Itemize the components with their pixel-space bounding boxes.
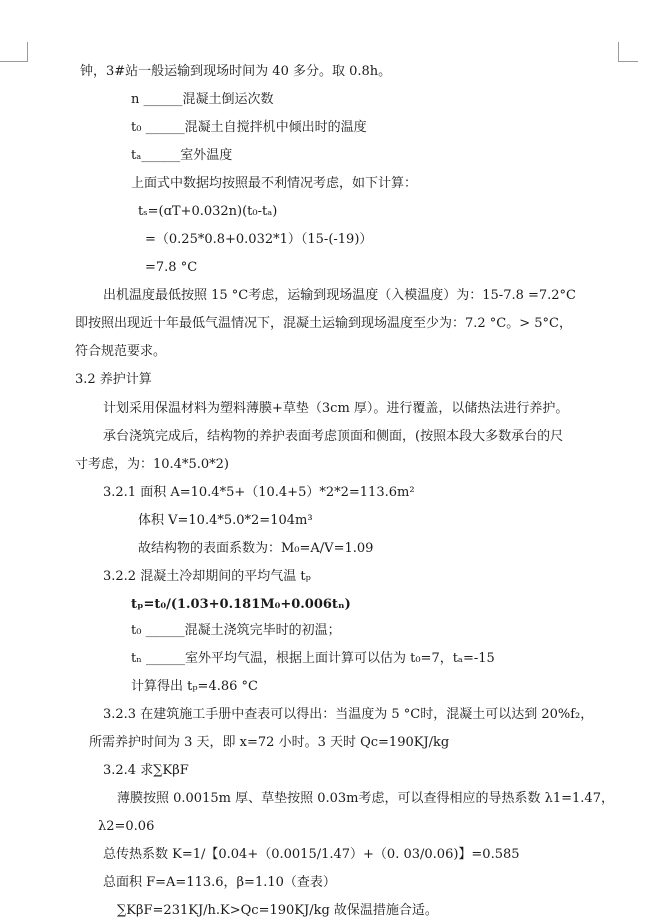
def-tn: tₙ ______室外平均气温，根据上面计算可以估为 t₀=7，tₐ=-15 xyxy=(131,651,495,666)
paragraph-transport-time: 钟，3#站一般运输到现场时间为 40 多分。取 0.8h。 xyxy=(80,64,392,79)
paragraph-curing-surface: 承台浇筑完成后，结构物的养护表面考虑顶面和侧面，(按照本段大多数承台的尺 xyxy=(103,429,564,444)
def-t0-pour: t₀ ______混凝土浇筑完毕时的初温； xyxy=(131,623,341,638)
formula-substitution: =（0.25*0.8+0.032*1）（15-(-19)） xyxy=(145,232,373,247)
formula-ts: tₛ=(ɑT+0.032n)(t₀-tₐ) xyxy=(138,204,278,219)
paragraph-conductivity: 薄膜按照 0.0015m 厚、草垫按照 0.03m考虑，可以查得相应的导热系数 λ1=1.47， xyxy=(117,791,614,806)
formula-result: =7.8 °C xyxy=(145,260,198,275)
paragraph-outlet-temp: 出机温度最低按照 15 °C考虑，运输到现场温度（入模温度）为：15-7.8 =7.2°C xyxy=(103,288,577,303)
crop-mark-top-left xyxy=(0,42,28,62)
formula-tp: tₚ=t₀/(1.03+0.181M₀+0.006tₙ) xyxy=(131,597,351,612)
paragraph-conductivity-cont: λ2=0.06 xyxy=(98,819,155,834)
item-surface-coefficient: 故结构物的表面系数为：M₀=A/V=1.09 xyxy=(138,541,374,556)
paragraph-curing-surface-cont: 寸考虑，为：10.4*5.0*2) xyxy=(75,457,229,472)
section-heading-3-2: 3.2 养护计算 xyxy=(75,372,152,387)
paragraph-curing-plan: 计划采用保温材料为塑料薄膜+草垫（3cm 厚）。进行覆盖，以储热法进行养护。 xyxy=(103,401,569,416)
paragraph-compliance: 符合规范要求。 xyxy=(75,344,167,359)
item-3-2-4-heading: 3.2.4 求∑KβF xyxy=(103,763,189,778)
item-3-2-2-heading: 3.2.2 混凝土冷却期间的平均气温 tₚ xyxy=(103,569,311,584)
def-ta: tₐ______室外温度 xyxy=(131,148,233,163)
item-3-2-1-area: 3.2.1 面积 A=10.4*5+（10.4+5）*2*2=113.6m² xyxy=(103,485,415,500)
formula-conclusion: ∑KβF=231KJ/h.K>Qc=190KJ/kg 故保温措施合适。 xyxy=(117,903,438,918)
item-volume: 体积 V=10.4*5.0*2=104m³ xyxy=(138,513,313,528)
def-t0: t₀ ______混凝土自搅拌机中倾出时的温度 xyxy=(131,120,367,135)
result-tp: 计算得出 tₚ=4.86 °C xyxy=(131,679,258,694)
def-n: n ______混凝土倒运次数 xyxy=(131,92,274,107)
formula-total-k: 总传热系数 K=1/【0.04+（0.0015/1.47）+（0. 03/0.06)】=0.585 xyxy=(103,847,520,862)
crop-mark-top-right xyxy=(618,42,668,62)
calc-intro: 上面式中数据均按照最不利情况考虑，如下计算： xyxy=(131,176,418,191)
formula-total-area: 总面积 F=A=113.6，β=1.10（查表） xyxy=(103,875,336,890)
item-3-2-3: 3.2.3 在建筑施工手册中查表可以得出：当温度为 5 °C时，混凝土可以达到 20%f₂， xyxy=(103,707,594,722)
item-3-2-3-cont: 所需养护时间为 3 天，即 x=72 小时。3 天时 Qc=190KJ/kg xyxy=(89,735,450,750)
paragraph-min-temp: 即按照出现近十年最低气温情况下，混凝土运输到现场温度至少为：7.2 °C。> 5°C， xyxy=(75,316,572,331)
